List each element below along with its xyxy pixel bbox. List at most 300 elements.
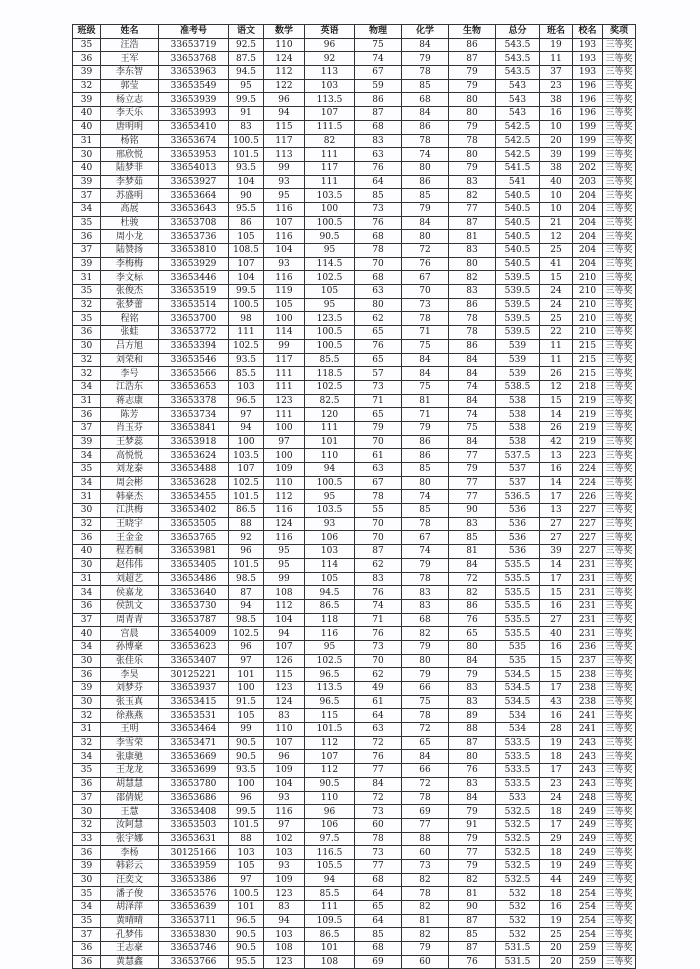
name-cell: 黄慧鑫 <box>101 955 159 969</box>
english-cell: 97.5 <box>305 832 355 846</box>
physics-cell: 85 <box>355 189 402 203</box>
table-row <box>73 777 636 791</box>
name-cell: 张梦蕾 <box>101 298 159 312</box>
chemistry-cell: 84 <box>402 353 449 367</box>
table-row <box>73 298 636 312</box>
math-cell: 112 <box>264 66 305 80</box>
chinese-cell: 100 <box>229 682 264 696</box>
name-cell: 李梅梅 <box>101 257 159 271</box>
class-rank-cell: 15 <box>540 668 573 682</box>
award-cell: 三等奖 <box>603 79 636 93</box>
math-cell: 112 <box>264 490 305 504</box>
total-cell: 543 <box>496 93 540 107</box>
chinese-cell: 85.5 <box>229 367 264 381</box>
name-cell: 王金金 <box>101 531 159 545</box>
english-cell: 100.5 <box>305 326 355 340</box>
table-body <box>73 38 636 969</box>
physics-cell: 68 <box>355 942 402 956</box>
math-cell: 119 <box>264 285 305 299</box>
biology-cell: 77 <box>449 490 496 504</box>
class-rank-cell: 16 <box>540 709 573 723</box>
class-cell: 37 <box>73 928 101 942</box>
name-cell: 郭莹 <box>101 79 159 93</box>
english-cell: 111.5 <box>305 120 355 134</box>
biology-cell: 83 <box>449 682 496 696</box>
total-cell: 532.5 <box>496 832 540 846</box>
class-cell: 37 <box>73 189 101 203</box>
award-cell: 三等奖 <box>603 230 636 244</box>
school-rank-cell: 254 <box>573 887 603 901</box>
total-cell: 536.5 <box>496 490 540 504</box>
total-cell: 543.5 <box>496 52 540 66</box>
english-cell: 82 <box>305 134 355 148</box>
physics-cell: 64 <box>355 887 402 901</box>
english-cell: 106 <box>305 818 355 832</box>
class-cell: 34 <box>73 640 101 654</box>
chemistry-cell: 74 <box>402 545 449 559</box>
table-row <box>73 490 636 504</box>
class-cell: 37 <box>73 244 101 258</box>
school-rank-cell: 219 <box>573 408 603 422</box>
award-cell: 三等奖 <box>603 627 636 641</box>
biology-cell: 78 <box>449 134 496 148</box>
school-rank-cell: 226 <box>573 490 603 504</box>
chemistry-cell: 83 <box>402 599 449 613</box>
english-cell: 102.5 <box>305 271 355 285</box>
score-table <box>72 24 636 969</box>
total-cell: 533 <box>496 791 540 805</box>
physics-cell: 73 <box>355 380 402 394</box>
award-cell: 三等奖 <box>603 435 636 449</box>
table-row <box>73 66 636 80</box>
english-cell: 93 <box>305 517 355 531</box>
biology-cell: 79 <box>449 161 496 175</box>
class-cell: 40 <box>73 107 101 121</box>
total-cell: 539.5 <box>496 298 540 312</box>
biology-cell: 91 <box>449 818 496 832</box>
class-cell: 37 <box>73 791 101 805</box>
exam-id-cell: 33653455 <box>159 490 229 504</box>
chemistry-cell: 73 <box>402 298 449 312</box>
math-cell: 107 <box>264 216 305 230</box>
physics-cell: 65 <box>355 408 402 422</box>
award-cell: 三等奖 <box>603 901 636 915</box>
school-rank-cell: 249 <box>573 805 603 819</box>
biology-cell: 84 <box>449 791 496 805</box>
award-cell: 三等奖 <box>603 271 636 285</box>
class-rank-cell: 14 <box>540 476 573 490</box>
math-cell: 96 <box>264 93 305 107</box>
total-cell: 535 <box>496 640 540 654</box>
class-rank-cell: 23 <box>540 79 573 93</box>
english-cell: 86.5 <box>305 928 355 942</box>
name-cell: 邵倩妮 <box>101 791 159 805</box>
name-cell: 陆赞扬 <box>101 244 159 258</box>
table-row <box>73 750 636 764</box>
english-cell: 86.5 <box>305 599 355 613</box>
award-cell: 三等奖 <box>603 244 636 258</box>
class-cell: 40 <box>73 627 101 641</box>
biology-cell: 77 <box>449 846 496 860</box>
chemistry-cell: 84 <box>402 750 449 764</box>
table-row <box>73 161 636 175</box>
total-cell: 543.5 <box>496 38 540 52</box>
english-cell: 114 <box>305 558 355 572</box>
chinese-cell: 99.5 <box>229 805 264 819</box>
award-cell: 三等奖 <box>603 93 636 107</box>
chemistry-cell: 79 <box>402 942 449 956</box>
biology-cell: 83 <box>449 695 496 709</box>
chinese-cell: 88 <box>229 517 264 531</box>
table-row <box>73 723 636 737</box>
chinese-cell: 90.5 <box>229 736 264 750</box>
biology-cell: 81 <box>449 545 496 559</box>
total-cell: 540.5 <box>496 230 540 244</box>
english-cell: 103.5 <box>305 189 355 203</box>
math-cell: 123 <box>264 887 305 901</box>
class-rank-cell: 20 <box>540 942 573 956</box>
chemistry-cell: 84 <box>402 38 449 52</box>
physics-cell: 87 <box>355 107 402 121</box>
chemistry-cell: 84 <box>402 367 449 381</box>
exam-id-cell: 33653378 <box>159 394 229 408</box>
table-row <box>73 654 636 668</box>
name-cell: 蒋志康 <box>101 394 159 408</box>
exam-id-cell: 33653787 <box>159 613 229 627</box>
name-cell: 杨立志 <box>101 93 159 107</box>
class-rank-cell: 13 <box>540 449 573 463</box>
chinese-cell: 95.5 <box>229 955 264 969</box>
name-cell: 潘子俊 <box>101 887 159 901</box>
class-rank-cell: 18 <box>540 846 573 860</box>
award-cell: 三等奖 <box>603 421 636 435</box>
class-cell: 32 <box>73 367 101 381</box>
school-rank-cell: 249 <box>573 832 603 846</box>
exam-id-cell: 33653841 <box>159 421 229 435</box>
chemistry-cell: 80 <box>402 230 449 244</box>
physics-cell: 69 <box>355 955 402 969</box>
chemistry-cell: 78 <box>402 791 449 805</box>
total-cell: 536 <box>496 545 540 559</box>
total-cell: 542.5 <box>496 148 540 162</box>
table-row <box>73 339 636 353</box>
chinese-cell: 99.5 <box>229 93 264 107</box>
math-cell: 123 <box>264 955 305 969</box>
biology-cell: 87 <box>449 942 496 956</box>
math-cell: 109 <box>264 463 305 477</box>
table-row <box>73 285 636 299</box>
class-cell: 35 <box>73 914 101 928</box>
award-cell: 三等奖 <box>603 873 636 887</box>
exam-id-cell: 33654009 <box>159 627 229 641</box>
exam-id-cell: 33653639 <box>159 901 229 915</box>
school-rank-cell: 259 <box>573 955 603 969</box>
award-cell: 三等奖 <box>603 695 636 709</box>
math-cell: 99 <box>264 339 305 353</box>
physics-cell: 78 <box>355 490 402 504</box>
exam-id-cell: 33653766 <box>159 955 229 969</box>
biology-cell: 84 <box>449 435 496 449</box>
chinese-cell: 87.5 <box>229 52 264 66</box>
class-rank-cell: 20 <box>540 955 573 969</box>
exam-id-cell: 33653486 <box>159 572 229 586</box>
english-cell: 94.5 <box>305 586 355 600</box>
chemistry-cell: 70 <box>402 285 449 299</box>
english-cell: 112 <box>305 764 355 778</box>
total-cell: 539.5 <box>496 271 540 285</box>
english-cell: 105 <box>305 572 355 586</box>
table-row <box>73 79 636 93</box>
chinese-cell: 96.5 <box>229 394 264 408</box>
total-cell: 538 <box>496 421 540 435</box>
chinese-cell: 98.5 <box>229 613 264 627</box>
chinese-cell: 86 <box>229 216 264 230</box>
name-cell: 张俊杰 <box>101 285 159 299</box>
table-row <box>73 887 636 901</box>
math-cell: 116 <box>264 805 305 819</box>
biology-cell: 79 <box>449 463 496 477</box>
award-cell: 三等奖 <box>603 298 636 312</box>
exam-id-cell: 33653981 <box>159 545 229 559</box>
class-rank-cell: 15 <box>540 586 573 600</box>
table-row <box>73 572 636 586</box>
school-rank-cell: 237 <box>573 654 603 668</box>
math-cell: 116 <box>264 504 305 518</box>
table-row <box>73 52 636 66</box>
school-rank-cell: 210 <box>573 312 603 326</box>
math-cell: 116 <box>264 202 305 216</box>
school-rank-cell: 223 <box>573 449 603 463</box>
chinese-cell: 100 <box>229 435 264 449</box>
exam-id-cell: 33653471 <box>159 736 229 750</box>
chemistry-cell: 60 <box>402 846 449 860</box>
math-cell: 100 <box>264 449 305 463</box>
award-cell: 三等奖 <box>603 476 636 490</box>
exam-id-cell: 33653410 <box>159 120 229 134</box>
name-cell: 孙博豪 <box>101 640 159 654</box>
chemistry-cell: 71 <box>402 408 449 422</box>
exam-id-cell: 33653734 <box>159 408 229 422</box>
biology-cell: 79 <box>449 66 496 80</box>
award-cell: 三等奖 <box>603 805 636 819</box>
exam-id-cell: 33653653 <box>159 380 229 394</box>
header-chinese: 语文 <box>229 25 264 39</box>
class-rank-cell: 18 <box>540 887 573 901</box>
class-rank-cell: 18 <box>540 750 573 764</box>
english-cell: 94 <box>305 463 355 477</box>
award-cell: 三等奖 <box>603 312 636 326</box>
name-cell: 胡慧慧 <box>101 777 159 791</box>
physics-cell: 80 <box>355 298 402 312</box>
english-cell: 100.5 <box>305 476 355 490</box>
chinese-cell: 104 <box>229 175 264 189</box>
exam-id-cell: 33653674 <box>159 134 229 148</box>
english-cell: 113 <box>305 66 355 80</box>
class-cell: 36 <box>73 846 101 860</box>
chemistry-cell: 82 <box>402 627 449 641</box>
table-row <box>73 627 636 641</box>
exam-id-cell: 33653927 <box>159 175 229 189</box>
physics-cell: 70 <box>355 517 402 531</box>
class-rank-cell: 27 <box>540 517 573 531</box>
physics-cell: 63 <box>355 723 402 737</box>
name-cell: 王志豪 <box>101 942 159 956</box>
school-rank-cell: 204 <box>573 257 603 271</box>
math-cell: 97 <box>264 818 305 832</box>
chemistry-cell: 72 <box>402 244 449 258</box>
name-cell: 汝阿慧 <box>101 818 159 832</box>
chemistry-cell: 78 <box>402 887 449 901</box>
award-cell: 三等奖 <box>603 928 636 942</box>
math-cell: 109 <box>264 764 305 778</box>
exam-id-cell: 33653531 <box>159 709 229 723</box>
math-cell: 93 <box>264 859 305 873</box>
table-row <box>73 175 636 189</box>
name-cell: 刘龙泰 <box>101 463 159 477</box>
biology-cell: 87 <box>449 216 496 230</box>
chinese-cell: 97 <box>229 408 264 422</box>
class-cell: 34 <box>73 449 101 463</box>
school-rank-cell: 227 <box>573 504 603 518</box>
name-cell: 杜骏 <box>101 216 159 230</box>
award-cell: 三等奖 <box>603 66 636 80</box>
school-rank-cell: 259 <box>573 942 603 956</box>
math-cell: 115 <box>264 120 305 134</box>
exam-id-cell: 33653830 <box>159 928 229 942</box>
english-cell: 105 <box>305 285 355 299</box>
exam-id-cell: 33653736 <box>159 230 229 244</box>
physics-cell: 68 <box>355 120 402 134</box>
header-physics: 物理 <box>355 25 402 39</box>
biology-cell: 84 <box>449 654 496 668</box>
physics-cell: 70 <box>355 257 402 271</box>
biology-cell: 75 <box>449 421 496 435</box>
total-cell: 535.5 <box>496 586 540 600</box>
total-cell: 537 <box>496 463 540 477</box>
math-cell: 95 <box>264 189 305 203</box>
class-rank-cell: 41 <box>540 257 573 271</box>
name-cell: 杨铭 <box>101 134 159 148</box>
class-cell: 40 <box>73 161 101 175</box>
name-cell: 宫晨 <box>101 627 159 641</box>
table-row <box>73 326 636 340</box>
english-cell: 123.5 <box>305 312 355 326</box>
chinese-cell: 101 <box>229 668 264 682</box>
exam-id-cell: 33653408 <box>159 805 229 819</box>
total-cell: 541 <box>496 175 540 189</box>
table-row <box>73 148 636 162</box>
math-cell: 112 <box>264 599 305 613</box>
class-rank-cell: 18 <box>540 805 573 819</box>
total-cell: 542.5 <box>496 134 540 148</box>
class-cell: 33 <box>73 832 101 846</box>
class-cell: 39 <box>73 435 101 449</box>
chinese-cell: 86.5 <box>229 504 264 518</box>
award-cell: 三等奖 <box>603 257 636 271</box>
name-cell: 王明 <box>101 723 159 737</box>
table-row <box>73 586 636 600</box>
biology-cell: 79 <box>449 120 496 134</box>
exam-id-cell: 33653959 <box>159 859 229 873</box>
class-rank-cell: 16 <box>540 463 573 477</box>
table-row <box>73 873 636 887</box>
class-rank-cell: 14 <box>540 558 573 572</box>
exam-id-cell: 33653953 <box>159 148 229 162</box>
name-cell: 周会彬 <box>101 476 159 490</box>
name-cell: 李文标 <box>101 271 159 285</box>
school-rank-cell: 219 <box>573 435 603 449</box>
english-cell: 100 <box>305 202 355 216</box>
chinese-cell: 97 <box>229 873 264 887</box>
class-rank-cell: 38 <box>540 93 573 107</box>
exam-id-cell: 33653746 <box>159 942 229 956</box>
physics-cell: 76 <box>355 339 402 353</box>
award-cell: 三等奖 <box>603 285 636 299</box>
table-row <box>73 955 636 969</box>
school-rank-cell: 231 <box>573 572 603 586</box>
english-cell: 102.5 <box>305 654 355 668</box>
biology-cell: 89 <box>449 709 496 723</box>
class-rank-cell: 12 <box>540 380 573 394</box>
school-rank-cell: 243 <box>573 777 603 791</box>
chinese-cell: 101.5 <box>229 818 264 832</box>
english-cell: 111 <box>305 175 355 189</box>
class-cell: 30 <box>73 695 101 709</box>
class-rank-cell: 27 <box>540 613 573 627</box>
chemistry-cell: 80 <box>402 476 449 490</box>
biology-cell: 86 <box>449 298 496 312</box>
physics-cell: 73 <box>355 640 402 654</box>
chinese-cell: 94 <box>229 599 264 613</box>
table-row <box>73 942 636 956</box>
math-cell: 105 <box>264 298 305 312</box>
biology-cell: 72 <box>449 572 496 586</box>
school-rank-cell: 236 <box>573 640 603 654</box>
biology-cell: 90 <box>449 901 496 915</box>
total-cell: 539 <box>496 353 540 367</box>
chemistry-cell: 66 <box>402 682 449 696</box>
biology-cell: 74 <box>449 380 496 394</box>
header-biology: 生物 <box>449 25 496 39</box>
chinese-cell: 107 <box>229 257 264 271</box>
english-cell: 103 <box>305 545 355 559</box>
total-cell: 537.5 <box>496 449 540 463</box>
chinese-cell: 95 <box>229 79 264 93</box>
award-cell: 三等奖 <box>603 449 636 463</box>
class-rank-cell: 17 <box>540 764 573 778</box>
math-cell: 117 <box>264 134 305 148</box>
total-cell: 535.5 <box>496 613 540 627</box>
math-cell: 83 <box>264 709 305 723</box>
award-cell: 三等奖 <box>603 654 636 668</box>
chemistry-cell: 88 <box>402 832 449 846</box>
table-row <box>73 367 636 381</box>
name-cell: 李天乐 <box>101 107 159 121</box>
exam-id-cell: 33653640 <box>159 586 229 600</box>
award-cell: 三等奖 <box>603 709 636 723</box>
table-row <box>73 545 636 559</box>
class-cell: 31 <box>73 271 101 285</box>
class-cell: 35 <box>73 764 101 778</box>
name-cell: 陈芳 <box>101 408 159 422</box>
math-cell: 116 <box>264 271 305 285</box>
chinese-cell: 105 <box>229 859 264 873</box>
class-rank-cell: 16 <box>540 599 573 613</box>
award-cell: 三等奖 <box>603 353 636 367</box>
name-cell: 高悦悦 <box>101 449 159 463</box>
class-cell: 30 <box>73 805 101 819</box>
chemistry-cell: 78 <box>402 517 449 531</box>
